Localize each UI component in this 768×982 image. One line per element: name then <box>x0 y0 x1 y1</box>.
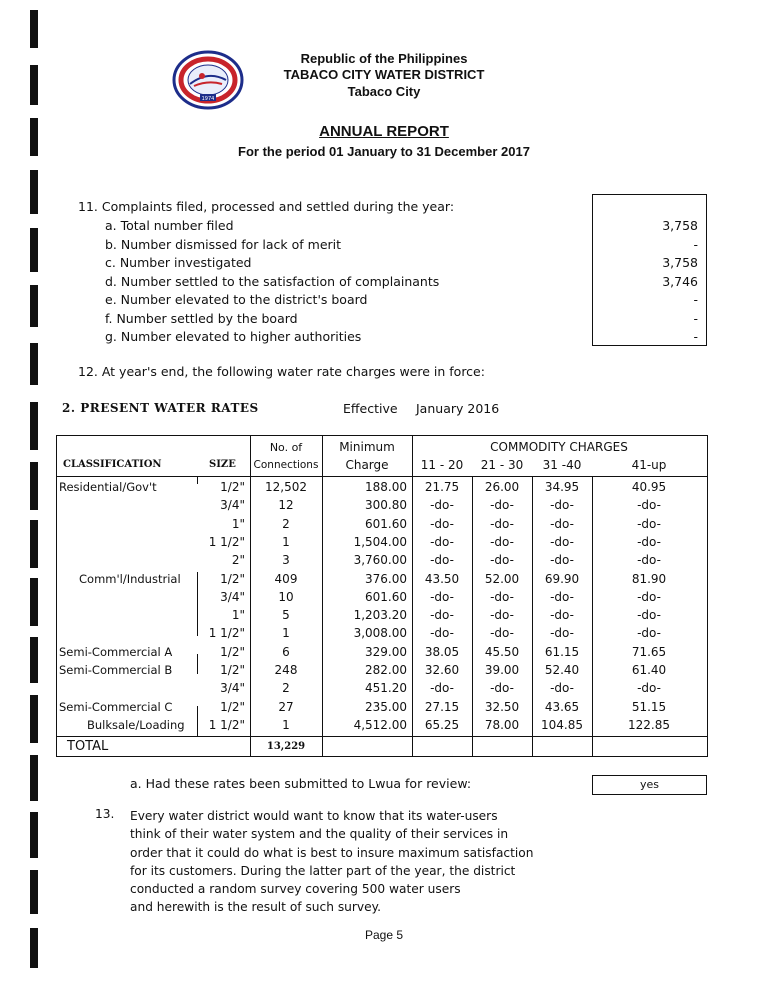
rate-cell-c4: -do- <box>637 553 661 568</box>
col-header-11-20: 11 - 20 <box>420 458 464 472</box>
rate-cell-c1: 27.15 <box>424 699 460 714</box>
rate-cell-c1: 43.50 <box>424 571 460 586</box>
rate-cell-c4: -do- <box>637 589 661 604</box>
item-13-line: for its customers. During the latter part of the year, the district <box>130 863 516 878</box>
rate-cell-c4: -do- <box>637 608 661 623</box>
col-header-min-top: Minimum <box>339 440 395 454</box>
col-header-connections-top: No. of <box>269 441 303 454</box>
rate-cell-c4: 40.95 <box>631 480 667 494</box>
rate-cell-c3: -do- <box>550 626 574 641</box>
rate-cell-size: 1 1/2" <box>208 717 245 732</box>
rate-cell-min: 1,504.00 <box>353 534 407 549</box>
item-13-number: 13. <box>95 807 115 821</box>
rate-cell-size: 1 1/2" <box>208 626 245 641</box>
rate-cell-c2: -do- <box>490 516 514 531</box>
rate-classification: Bulksale/Loading <box>87 717 185 732</box>
rate-classification: Comm'l/Industrial <box>79 571 181 586</box>
rate-cell-c3: 61.15 <box>544 644 580 659</box>
binder-mark <box>30 285 38 327</box>
rate-cell-min: 1,203.20 <box>353 608 407 623</box>
rate-cell-c2: 39.00 <box>484 663 520 677</box>
col-header-21-30: 21 - 30 <box>480 458 524 472</box>
rate-cell-c1: 21.75 <box>424 480 460 494</box>
binder-mark <box>30 755 38 801</box>
item-12-heading: 12. At year's end, the following water rate charges were in force: <box>78 364 485 379</box>
water-rates-table <box>56 435 708 757</box>
complaint-item-value: 3,758 <box>662 218 698 233</box>
rate-cell-c1: -do- <box>430 681 454 696</box>
rate-cell-c1: 65.25 <box>424 717 460 732</box>
rate-cell-c3: -do- <box>550 534 574 549</box>
rate-cell-size: 1/2" <box>220 644 245 659</box>
item-13-line: order that it could do what is best to insure maximum satisfaction <box>130 845 534 860</box>
rate-cell-c2: -do- <box>490 681 514 696</box>
rate-cell-min: 300.80 <box>365 498 407 513</box>
complaint-item-label: b. Number dismissed for lack of merit <box>105 236 342 252</box>
rate-cell-conn: 12 <box>278 498 294 513</box>
rate-cell-conn: 1 <box>282 717 290 732</box>
rate-cell-min: 376.00 <box>365 571 407 586</box>
rate-cell-c2: 32.50 <box>484 699 520 714</box>
table-total-divider <box>57 736 707 737</box>
rate-classification: Semi-Commercial A <box>59 644 173 659</box>
total-connections: 13,229 <box>266 741 306 752</box>
rate-cell-c2: -do- <box>490 553 514 568</box>
binder-mark <box>30 520 38 568</box>
svg-text:1974: 1974 <box>201 96 215 102</box>
rate-cell-c1: -do- <box>430 589 454 604</box>
complaint-item-value: - <box>693 329 698 344</box>
binder-mark <box>30 462 38 510</box>
complaint-item-label: d. Number settled to the satisfaction of complainants <box>105 273 440 289</box>
rate-cell-c2: -do- <box>490 608 514 623</box>
binder-mark <box>30 578 38 626</box>
rate-cell-conn: 1 <box>282 626 290 641</box>
col-header-min-bottom: Charge <box>345 458 389 472</box>
rate-cell-c1: 38.05 <box>424 644 460 659</box>
effective-label: Effective <box>343 401 398 416</box>
binder-mark <box>30 10 38 48</box>
binder-mark <box>30 65 38 105</box>
item-13-line: conducted a random survey covering 500 water users <box>130 882 461 897</box>
rate-cell-c2: 52.00 <box>484 571 520 586</box>
rate-cell-conn: 2 <box>282 516 290 531</box>
rate-cell-c4: 61.40 <box>631 663 667 677</box>
rate-cell-c3: -do- <box>550 516 574 531</box>
rate-cell-size: 3/4" <box>220 589 245 604</box>
complaint-item-label: g. Number elevated to higher authorities <box>105 329 362 344</box>
rate-cell-c4: 51.15 <box>631 699 667 714</box>
complaint-item-value: - <box>693 310 698 326</box>
rate-classification: Residential/Gov't <box>59 480 157 494</box>
complaint-item-value: 3,758 <box>662 255 698 270</box>
rate-cell-min: 235.00 <box>365 699 407 714</box>
rate-cell-c4: 81.90 <box>631 571 667 586</box>
col-header-commodity: COMMODITY CHARGES <box>490 440 628 454</box>
rate-cell-c1: -do- <box>430 534 454 549</box>
binder-mark <box>30 228 38 272</box>
item-13-line: and herewith is the result of such survey. <box>130 900 381 915</box>
effective-date: January 2016 <box>416 401 500 416</box>
complaint-item-label: c. Number investigated <box>105 255 252 270</box>
rate-cell-size: 1 1/2" <box>208 534 245 549</box>
rate-cell-size: 1" <box>231 608 245 623</box>
rate-cell-conn: 3 <box>282 553 290 568</box>
rate-cell-conn: 10 <box>278 589 294 604</box>
rate-cell-c1: -do- <box>430 553 454 568</box>
rate-cell-c2: 78.00 <box>484 717 520 732</box>
rate-cell-c1: -do- <box>430 516 454 531</box>
rate-classification: Semi-Commercial C <box>59 699 173 714</box>
binder-mark <box>30 402 38 450</box>
col-header-connections-bottom: Connections <box>253 459 319 471</box>
complaint-item-label: f. Number settled by the board <box>105 310 298 326</box>
item-12a-question: a. Had these rates been submitted to Lwua for review: <box>130 776 472 791</box>
complaint-item-label: e. Number elevated to the district's board <box>105 292 368 307</box>
rate-cell-c4: -do- <box>637 498 661 513</box>
rate-cell-conn: 6 <box>282 644 290 659</box>
rate-cell-min: 601.60 <box>365 516 407 531</box>
rate-cell-min: 3,760.00 <box>353 553 407 568</box>
rate-cell-c2: -do- <box>490 498 514 513</box>
item-13-paragraph <box>130 807 550 917</box>
rate-cell-min: 188.00 <box>365 480 407 494</box>
rate-cell-size: 3/4" <box>220 681 245 696</box>
section-title-water-rates: 2. PRESENT WATER RATES <box>62 401 259 415</box>
item-13-line: think of their water system and the quality of their services in <box>130 827 509 842</box>
rate-cell-min: 451.20 <box>365 681 407 696</box>
rate-cell-c4: -do- <box>637 516 661 531</box>
rate-classification: Semi-Commercial B <box>59 663 173 677</box>
rate-cell-c1: -do- <box>430 608 454 623</box>
header-district: TABACO CITY WATER DISTRICT <box>283 67 485 82</box>
rate-cell-c2: 45.50 <box>484 644 520 659</box>
rate-cell-c3: 104.85 <box>541 717 583 732</box>
rate-cell-conn: 1 <box>282 534 290 549</box>
rate-cell-min: 329.00 <box>365 644 407 659</box>
rate-cell-c4: -do- <box>637 534 661 549</box>
rate-cell-conn: 409 <box>274 571 298 586</box>
rate-cell-size: 1/2" <box>220 663 245 677</box>
page-number: Page 5 <box>364 928 404 942</box>
rate-cell-conn: 27 <box>278 699 294 714</box>
rate-cell-c3: -do- <box>550 608 574 623</box>
col-header-31-40: 31 -40 <box>542 458 582 472</box>
table-header-divider <box>57 476 707 477</box>
rate-cell-c3: 43.65 <box>544 699 580 714</box>
complaint-item-value: - <box>693 236 698 252</box>
rate-cell-size: 1/2" <box>220 480 245 494</box>
rate-cell-c1: -do- <box>430 626 454 641</box>
rate-cell-size: 1" <box>231 516 245 531</box>
binder-mark <box>30 343 38 385</box>
rate-cell-size: 1/2" <box>220 571 245 586</box>
col-header-size: SIZE <box>209 459 236 470</box>
rate-cell-conn: 2 <box>282 681 290 696</box>
rate-cell-c3: 69.90 <box>544 571 580 586</box>
binder-mark <box>30 695 38 743</box>
binder-mark <box>30 637 38 683</box>
rate-cell-c1: 32.60 <box>424 663 460 677</box>
rate-cell-conn: 248 <box>274 663 298 677</box>
complaint-item-value: - <box>693 292 698 307</box>
complaint-item-value: 3,746 <box>662 273 698 289</box>
item-12a-answer-box: yes <box>592 775 707 795</box>
rate-cell-conn: 12,502 <box>265 480 307 494</box>
item-13-line: Every water district would want to know that its water-users <box>130 809 498 823</box>
rate-cell-c3: -do- <box>550 498 574 513</box>
rate-cell-c3: -do- <box>550 553 574 568</box>
rate-cell-c4: -do- <box>637 681 661 696</box>
rate-cell-c4: 71.65 <box>631 644 667 659</box>
rate-cell-c4: -do- <box>637 626 661 641</box>
binder-mark <box>30 870 38 914</box>
total-label: TOTAL <box>67 739 109 754</box>
report-period: For the period 01 January to 31 December 2017 <box>238 144 530 159</box>
rate-cell-c3: -do- <box>550 589 574 604</box>
rate-cell-c3: 34.95 <box>544 480 580 494</box>
rate-cell-c4: 122.85 <box>628 717 670 732</box>
rate-cell-c2: -do- <box>490 534 514 549</box>
rate-cell-c1: -do- <box>430 498 454 513</box>
header-republic: Republic of the Philippines <box>300 51 468 66</box>
rate-cell-c2: -do- <box>490 589 514 604</box>
col-header-classification: CLASSIFICATION <box>63 459 162 470</box>
rate-cell-min: 601.60 <box>365 589 407 604</box>
binder-mark <box>30 170 38 214</box>
rate-cell-min: 282.00 <box>365 663 407 677</box>
rate-cell-c3: -do- <box>550 681 574 696</box>
rate-cell-c2: 26.00 <box>484 480 520 494</box>
rate-cell-size: 3/4" <box>220 498 245 513</box>
header-city: Tabaco City <box>347 84 421 99</box>
rate-cell-c3: 52.40 <box>544 663 580 677</box>
rate-cell-size: 1/2" <box>220 699 245 714</box>
complaint-item-label: a. Total number filed <box>105 218 234 233</box>
report-title: ANNUAL REPORT <box>319 123 449 140</box>
rate-cell-min: 3,008.00 <box>353 626 407 641</box>
binder-mark <box>30 812 38 858</box>
rate-cell-c2: -do- <box>490 626 514 641</box>
rate-cell-size: 2" <box>231 553 245 568</box>
col-header-41-up: 41-up <box>631 458 667 472</box>
rate-cell-conn: 5 <box>282 608 290 623</box>
complaints-values-box <box>592 194 707 346</box>
item-11-heading: 11. Complaints filed, processed and settled during the year: <box>78 199 455 214</box>
rate-cell-min: 4,512.00 <box>353 717 407 732</box>
